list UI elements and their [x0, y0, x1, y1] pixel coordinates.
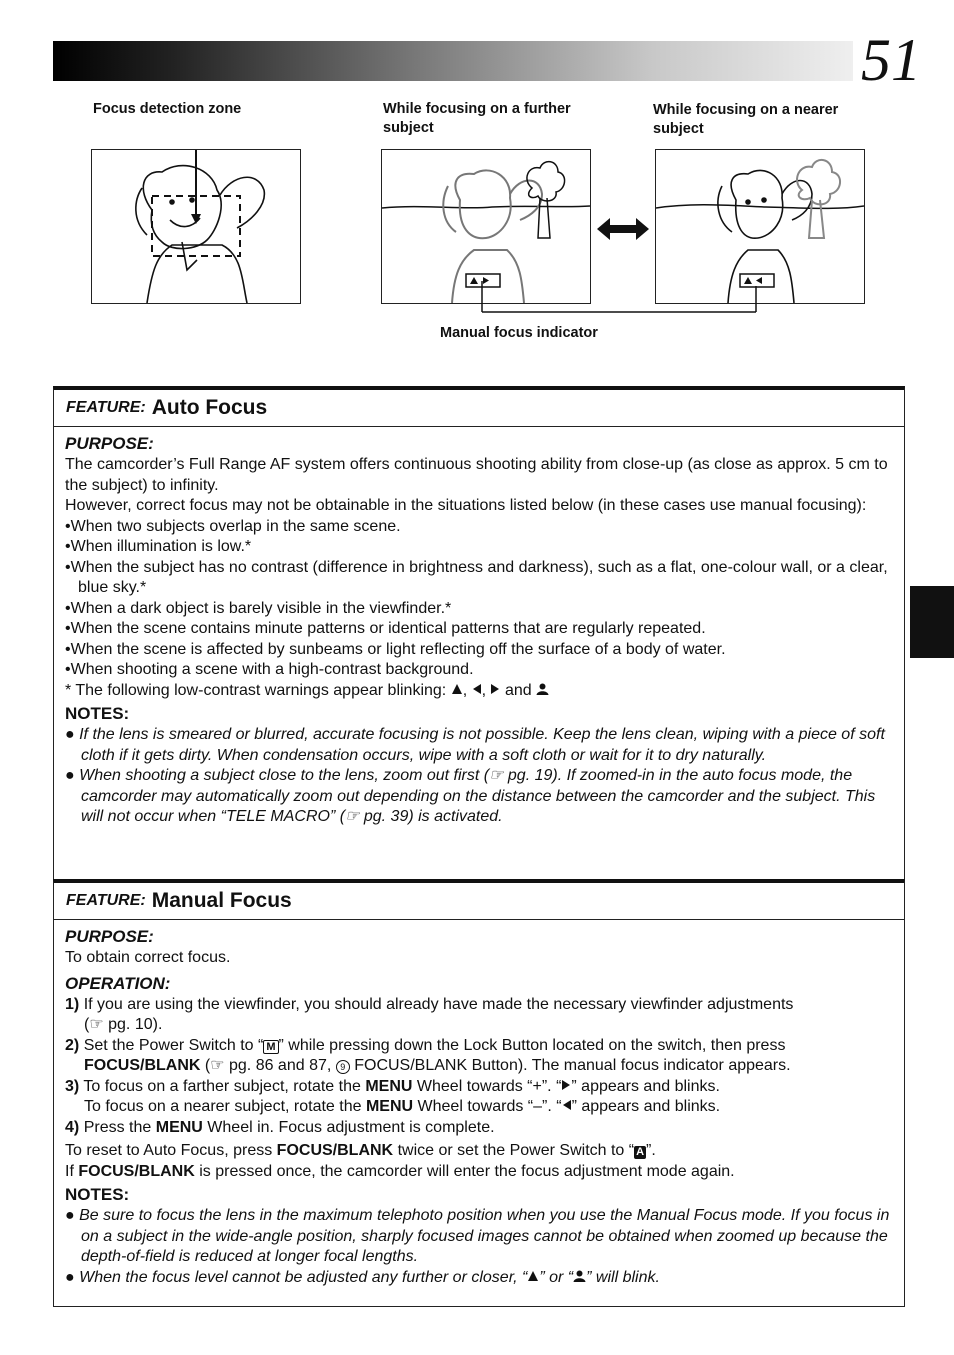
manual-focus-header: [54, 883, 904, 920]
illustration-focus-zone: [91, 149, 301, 304]
note-item: ● When shooting a subject close to the lens, zoom out first (☞ pg. 19). If zoomed-in in the auto focus mode, the camcorder may automatically zoom out depending on the distance between the camcorder and the subject. This will not occur when “TELE MACRO” (☞ pg. 39) is activated.: [65, 767, 876, 825]
auto-focus-header: [54, 390, 904, 427]
bullet-item: •When shooting a scene with a high-contrast background.: [65, 661, 474, 678]
right-triangle-icon: [490, 683, 500, 695]
note-item: ● Be sure to focus the lens in the maximum telephoto position when you use the Manual Focus mode. If you focus in on a subject in the wide-angle position, sharply focused images cannot be obtained when zoomed up because the depth-of-field is reduced at longer focal lengths.: [65, 1207, 890, 1265]
step-1: 1) If you are using the viewfinder, you should already have made the necessary viewfinder adjustments (☞ pg. 10).: [65, 995, 794, 1033]
bullet-item: •When illumination is low.*: [65, 538, 252, 555]
far-warning-icon: [527, 1270, 539, 1282]
near-warning-icon: [573, 1270, 586, 1282]
page-number: 51: [861, 27, 921, 93]
purpose-text-2: However, correct focus may not be obtainable in the situations listed below (in these cases use manual focusing):: [65, 497, 867, 514]
indicator-leader-lines: [460, 280, 760, 325]
button-number-badge: 9: [336, 1060, 350, 1074]
bullet-item: •When two subjects overlap in the same scene.: [65, 517, 401, 535]
bullet-item: •When the subject has no contrast (difference in brightness and darkness), such as a flat, one-colour wall, or a clear, blue sky.*: [65, 558, 888, 596]
notes-heading: NOTES:: [65, 704, 130, 723]
right-triangle-icon: [561, 1079, 571, 1091]
bullet-item: •When the scene contains minute patterns or identical patterns that are regularly repeated.: [65, 620, 706, 637]
manual-focus-title: Manual Focus: [151, 889, 292, 912]
manual-mode-icon: M: [263, 1040, 278, 1054]
purpose-text: To obtain correct focus.: [65, 949, 231, 966]
caption-focus-detection-zone: Focus detection zone: [93, 101, 242, 117]
caption-nearer-subject: While focusing on a nearer subject: [653, 102, 839, 137]
notes-heading: NOTES:: [65, 1185, 130, 1204]
step-3-continued: To focus on a nearer subject, rotate the MENU Wheel towards “–”. “ ” appears and blinks.: [84, 1098, 721, 1115]
footnote: * The following low-contrast warnings appear blinking: , , and: [65, 681, 890, 702]
feature-label: FEATURE:: [66, 399, 146, 416]
caption-manual-focus-indicator: Manual focus indicator: [440, 325, 598, 341]
far-warning-icon: [451, 683, 463, 695]
focus-blank-note: If FOCUS/BLANK is pressed once, the camcorder will enter the focus adjustment mode again.: [65, 1162, 735, 1180]
caption-further-subject: While focusing on a further subject: [383, 101, 571, 136]
section-tab-marker: [910, 586, 954, 658]
manual-focus-section: [53, 879, 905, 1307]
header-gradient-bar: [53, 41, 853, 81]
feature-label: FEATURE:: [66, 892, 146, 909]
left-triangle-icon: [562, 1099, 572, 1111]
auto-mode-icon: A: [636, 1146, 645, 1158]
step-4: 4) Press the MENU Wheel in. Focus adjustment is complete.: [65, 1118, 495, 1136]
auto-focus-title: Auto Focus: [151, 396, 268, 419]
auto-focus-section: [53, 386, 905, 881]
purpose-heading: PURPOSE:: [65, 927, 154, 946]
step-2: 2) Set the Power Switch to “ M ” while pressing down the Lock Button located on the switch, then press FOCUS/BLANK (☞ pg. 86 and 87, 9 FOCUS/BLANK Button). The manual focus indicator appears.: [65, 1036, 791, 1074]
reset-instruction: To reset to Auto Focus, press FOCUS/BLANK twice or set the Power Switch to “ A ”.: [65, 1142, 656, 1159]
double-arrow-icon: [597, 217, 649, 241]
step-3: 3) To focus on a farther subject, rotate the MENU Wheel towards “+”. “ ” appears and blinks.: [65, 1077, 720, 1095]
bullet-item: •When the scene is affected by sunbeams or light reflecting off the surface of a body of water.: [65, 640, 726, 658]
note-item: ● If the lens is smeared or blurred, accurate focusing is not possible. Keep the lens clean, wiping with a piece of soft cloth if it gets dirty. When condensation occurs, wipe with a soft cloth or wait for it to dry naturally.: [65, 726, 885, 764]
bullet-item: •When a dark object is barely visible in the viewfinder.*: [65, 599, 452, 617]
note-item: ● When the focus level cannot be adjusted any further or closer, “ ” or “ ” will blink.: [65, 1268, 660, 1286]
purpose-heading: PURPOSE:: [65, 434, 154, 453]
near-warning-icon: [536, 683, 549, 695]
left-triangle-icon: [472, 683, 482, 695]
purpose-text-1: The camcorder’s Full Range AF system offers continuous shooting ability from close-up (as close as approx. 5 cm to the subject) to infinity.: [65, 456, 888, 494]
operation-heading: OPERATION:: [65, 973, 171, 993]
